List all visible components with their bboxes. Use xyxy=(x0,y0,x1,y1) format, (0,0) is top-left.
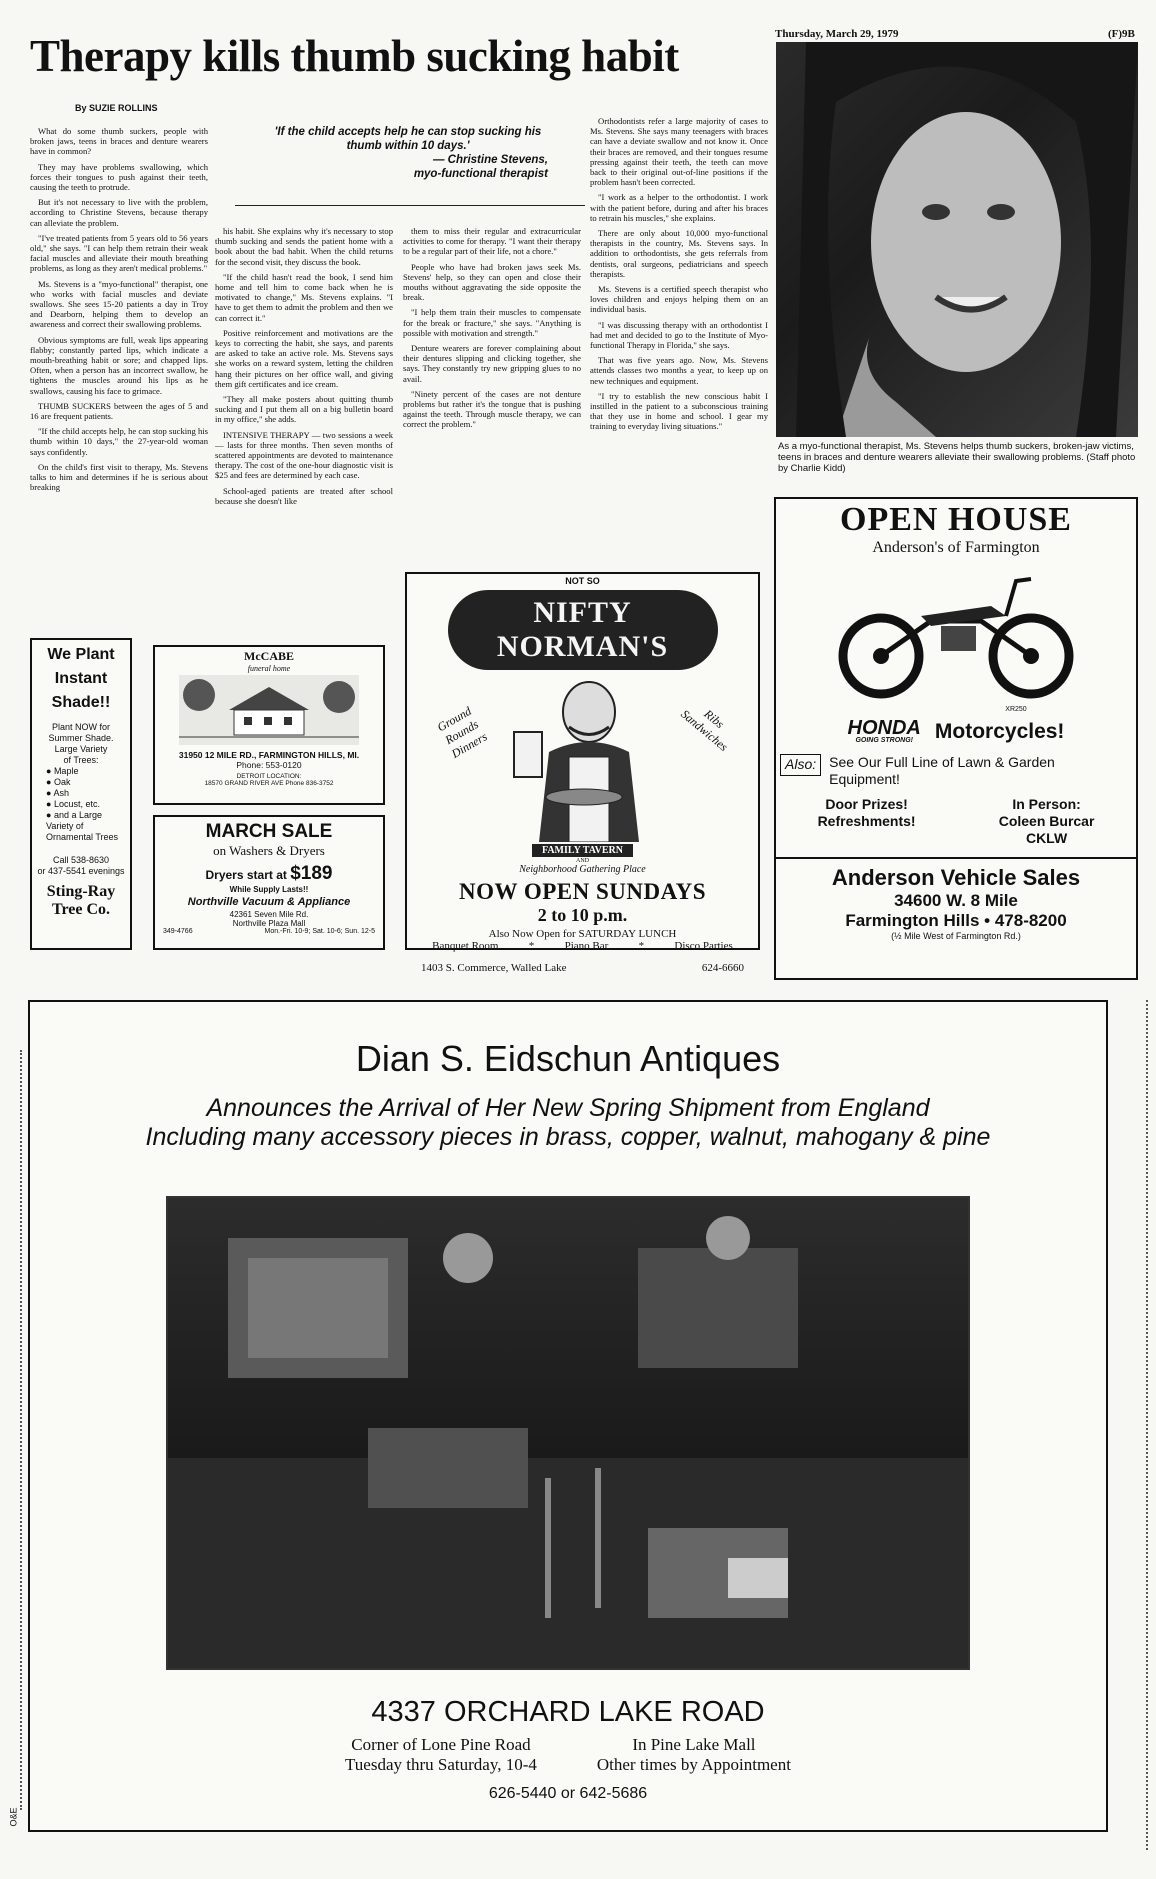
page-section: (F)9B xyxy=(1108,28,1135,40)
antiques-mall: In Pine Lake Mall xyxy=(632,1735,756,1754)
article-paragraph: But it's not necessary to live with the problem, according to Christine Stevens, because therapy can alleviate the problem. xyxy=(30,197,208,228)
pull-quote-rule xyxy=(235,205,585,206)
antiques-address: 4337 ORCHARD LAKE ROAD xyxy=(371,1696,765,1728)
anderson-door-prizes: Door Prizes! xyxy=(825,796,908,812)
nifty-bullet: * xyxy=(528,940,535,952)
article-paragraph: They may have problems swallowing, which forces their tongues to push against their teeth, causing the teeth to protrude. xyxy=(30,161,208,193)
anderson-also-text: See Our Full Line of Lawn & Garden Equipment! xyxy=(829,754,1055,787)
mccabe-ad xyxy=(153,645,385,805)
stingray-tree-item: ● Ash xyxy=(46,788,69,798)
stingray-title-3: Shade!! xyxy=(51,694,111,711)
headline: Therapy kills thumb sucking habit xyxy=(30,31,679,81)
anderson-model: XR250 xyxy=(1005,706,1027,713)
nifty-name: NIFTY NORMAN'S xyxy=(448,590,718,670)
antiques-phones: 626-5440 or 642-5686 xyxy=(488,1785,648,1802)
issue-date: Thursday, March 29, 1979 xyxy=(775,28,899,40)
nifty-left-arc: Ground Rounds Dinners xyxy=(434,703,490,761)
stingray-line-4: of Trees: xyxy=(63,755,99,765)
stingray-tree-item: ● Locust, etc. xyxy=(46,799,100,809)
stingray-name-1: Sting-Ray xyxy=(46,883,116,900)
nifty-right-arc: Ribs Sandwiches xyxy=(678,706,731,754)
stingray-tree-item: ● and a Large Variety of Ornamental Trees xyxy=(46,810,119,842)
left-margin-rule xyxy=(20,1050,22,1810)
therapist-photo xyxy=(776,42,1138,437)
anderson-city: Farmington Hills • 478-8200 xyxy=(845,911,1067,930)
byline: By SUZIE ROLLINS xyxy=(75,103,158,113)
nifty-feature: Disco Parties xyxy=(674,940,733,952)
article-paragraph: INTENSIVE THERAPY — two sessions a week — lasts for three months. Then seven months of scattered appointments are devoted to maintenance therapy. The cost of the one-hour diagnostic visit is $25 and fees are determined by each case. xyxy=(215,429,393,481)
article-paragraph: There are only about 10,000 myo-functional therapists in the country, Ms. Stevens says. In addition to orthodontists, she gets referrals from dentists, oral surgeons, pediatricians and speech therapists. xyxy=(590,228,768,279)
antiques-name: Dian S. Eidschun Antiques xyxy=(355,1038,781,1079)
article-paragraph: "If the child accepts help, he can stop sucking his thumb within 10 days," the 27-year-old woman says confidently. xyxy=(30,426,208,457)
article-paragraph: "I've treated patients from 5 years old to 56 years old," she says. "I can help them retrain their weak facial muscles and alleviate their mouth breathing problems, as long as they aren't medical problems." xyxy=(30,232,208,274)
mccabe-address: 31950 12 MILE RD., FARMINGTON HILLS, MI. xyxy=(178,750,360,760)
anderson-also: Also: xyxy=(780,754,821,776)
article-paragraph: THUMB SUCKERS between the ages of 5 and 16 are frequent patients. xyxy=(30,400,208,422)
anderson-address: 34600 W. 8 Mile xyxy=(894,891,1018,910)
northville-address-1: 42361 Seven Mile Rd. xyxy=(229,910,309,919)
article-paragraph: Ms. Stevens is a certified speech therapist who loves children and enjoys helping them on an individual basis. xyxy=(590,284,768,315)
honda-tagline: GOING STRONG! xyxy=(855,737,913,744)
article-paragraph: them to miss their regular and extracurricular activities to come for therapy. "I want their therapy to be a regular part of their life, not a chore." xyxy=(403,226,581,257)
article-column-4 xyxy=(590,116,768,566)
article-paragraph: Obvious symptoms are full, weak lips appearing flabby; constantly parted lips, which indicate a mouth-breathing habit or sore; and chapped lips. Often, when a person has an incorrect swallow, he tightens the muscles around his lips as he swallows, causing his face to grimace. xyxy=(30,334,208,396)
funeral-home-illustration xyxy=(179,675,359,745)
nifty-bullet: * xyxy=(638,940,645,952)
mccabe-phone: Phone: 553-0120 xyxy=(236,760,302,770)
article-paragraph: "I work as a helper to the orthodontist. I work with the patient before, during and after his braces to retrain his muscles," she explains. xyxy=(590,192,768,223)
stingray-call-evening: or 437-5541 evenings xyxy=(37,866,125,876)
anderson-note: (½ Mile West of Farmington Rd.) xyxy=(891,931,1021,941)
stingray-tree-item: ● Maple xyxy=(46,766,79,776)
antiques-line-1: Announces the Arrival of Her New Spring Shipment from England xyxy=(206,1094,930,1122)
article-paragraph: On the child's first visit to therapy, Ms. Stevens talks to him and determines if he is serious about breaking xyxy=(30,461,208,493)
anderson-person: Coleen Burcar xyxy=(998,813,1095,829)
nifty-and: AND xyxy=(576,858,589,864)
stingray-tree-ad xyxy=(30,638,132,950)
stingray-call: Call 538-8630 xyxy=(52,855,110,865)
honda-logo: HONDA xyxy=(847,717,921,739)
nifty-feature: Piano Bar xyxy=(564,940,609,952)
article-column-1 xyxy=(30,126,208,642)
nifty-normans-ad xyxy=(405,572,760,974)
pull-quote-title: myo-functional therapist xyxy=(413,168,548,180)
antiques-ad xyxy=(28,1000,1108,1832)
mccabe-detroit-label: DETROIT LOCATION: xyxy=(236,773,302,780)
anderson-station: CKLW xyxy=(1025,830,1068,846)
antiques-showroom-photo xyxy=(166,1196,970,1670)
stingray-title-2: Instant xyxy=(54,670,108,687)
article-paragraph: "Ninety percent of the cases are not denture problems but rather it's the tongue that is pushing against the teeth. Through muscle therapy, we can correct the problem." xyxy=(403,388,581,430)
article-paragraph: Denture wearers are forever complaining about their dentures slipping and clicking together, she says. They constantly try new gripping glues to no avail. xyxy=(403,343,581,384)
anderson-refreshments: Refreshments! xyxy=(817,813,916,829)
nifty-address: 1403 S. Commerce, Walled Lake xyxy=(421,962,567,974)
northville-phone: 349-4766 xyxy=(163,928,193,935)
stingray-line-2: Summer Shade. xyxy=(48,733,114,743)
nifty-open: NOW OPEN SUNDAYS xyxy=(459,879,706,904)
northville-name: Northville Vacuum & Appliance xyxy=(187,896,351,908)
article-paragraph: "They all make posters about quitting thumb sucking and I put them all on a big bulletin board in my office," she adds. xyxy=(215,394,393,425)
northville-address-2: Northville Plaza Mall xyxy=(232,919,306,928)
article-paragraph: That was five years ago. Now, Ms. Stevens attends classes two months a year, to keep up on new techniques and equipment. xyxy=(590,355,768,386)
northville-dryers-label: Dryers start at xyxy=(205,868,287,882)
mccabe-detroit: 18570 GRAND RIVER AVE Phone 836-3752 xyxy=(204,780,334,787)
photo-caption: As a myo-functional therapist, Ms. Stevens helps thumb suckers, broken-jaw victims, teens in braces and denture wearers alleviate their swallowing problems. (Staff photo by Charlie Kidd) xyxy=(778,441,1136,474)
right-margin-rule xyxy=(1146,1000,1148,1850)
northville-sub: on Washers & Dryers xyxy=(213,843,325,858)
antiques-corner: Corner of Lone Pine Road xyxy=(351,1735,531,1754)
antiques-line-2: Including many accessory pieces in brass, copper, walnut, mahogany & pine xyxy=(145,1123,991,1151)
anderson-in-person: In Person: xyxy=(1012,796,1081,812)
article-paragraph: Ms. Stevens is a "myo-functional" therapist, one who works with facial muscles and deviate swallows. She sees 15-20 patients a day in Troy and Dearborn, helping them to develop an awareness and correct their swallowing problems. xyxy=(30,278,208,330)
nifty-top: NOT SO xyxy=(565,576,600,586)
article-paragraph: "I was discussing therapy with an orthodontist I had met and decided to go to the Institute of Myo-functional Therapy in Florida," she says. xyxy=(590,319,768,351)
northville-supplies: While Supply Lasts!! xyxy=(229,885,309,894)
anderson-title: OPEN HOUSE xyxy=(840,501,1072,538)
pull-quote-name: — Christine Stevens, xyxy=(432,154,548,166)
nifty-phone: 624-6660 xyxy=(701,962,744,974)
motorcycle-illustration xyxy=(831,561,1081,701)
nifty-feature: Banquet Room xyxy=(432,940,499,952)
anderson-sub: Anderson's of Farmington xyxy=(872,539,1040,556)
nifty-gathering: Neighborhood Gathering Place xyxy=(519,864,646,875)
article-paragraph: "I try to establish the new conscious habit I instilled in the patient to a subconscious training that they use in home and school. I gear my training to everyday living situations." xyxy=(590,390,768,432)
nifty-lunch: Also Now Open for SATURDAY LUNCH xyxy=(488,928,677,940)
pull-quote-text: 'If the child accepts help he can stop sucking his thumb within 10 days.' xyxy=(274,126,542,152)
nifty-tavern: FAMILY TAVERN xyxy=(532,844,633,857)
northville-ad xyxy=(153,815,385,950)
article-paragraph: What do some thumb suckers, people with broken jaws, teens in braces and denture wearers have in common? xyxy=(30,126,208,157)
mccabe-name: McCABE xyxy=(244,649,294,663)
stingray-title-1: We Plant xyxy=(47,646,115,663)
stingray-name-2: Tree Co. xyxy=(51,901,111,918)
article-paragraph: his habit. She explains why it's necessary to stop thumb sucking and sends the patient home with a book about the bad habit. When the child returns for the second visit, they discuss the book. xyxy=(215,226,393,267)
footer-code: O&E xyxy=(8,1807,19,1827)
article-paragraph: "I help them train their muscles to compensate for the break or fracture," she says. "Anything is possible with motivation and strength." xyxy=(403,307,581,338)
article-paragraph: School-aged patients are treated after school because she doesn't like xyxy=(215,485,393,506)
northville-hours: Mon.-Fri. 10-9; Sat. 10-6; Sun. 12-5 xyxy=(264,928,375,935)
mccabe-sub: funeral home xyxy=(247,664,291,673)
chef-illustration xyxy=(509,672,659,842)
antiques-days: Tuesday thru Saturday, 10-4 xyxy=(345,1755,537,1774)
nifty-hours: 2 to 10 p.m. xyxy=(537,905,628,925)
article-paragraph: Orthodontists refer a large majority of cases to Ms. Stevens. She says many teenagers with braces can have a deviate swallow and not know it. Once their braces are removed, and their tongues resume pressing against their teeth, the teeth can move back to their original out-of-line positions if the problem hasn't been corrected. xyxy=(590,116,768,188)
pull-quote xyxy=(258,125,558,181)
northville-price: $189 xyxy=(290,863,333,884)
anderson-dealer: Anderson Vehicle Sales xyxy=(831,865,1081,890)
anderson-divider xyxy=(776,857,1136,859)
article-paragraph: Positive reinforcement and motivations are the keys to correcting the habit, she says, and parents are asked to take an active role. Ms. Stevens says she works on a reward system, letting the children hang their pictures on her office wall, and giving them gift certificates and ice cream. xyxy=(215,327,393,389)
article-paragraph: "If the child hasn't read the book, I send him home and tell him to come back when he is motivated to change," Ms. Stevens explains. "I have to get them to admit the problem and then we can correct it." xyxy=(215,271,393,323)
article-column-3 xyxy=(403,226,581,556)
stingray-line-3: Large Variety xyxy=(54,744,108,754)
article-column-2 xyxy=(215,226,393,636)
article-paragraph: People who have had broken jaws seek Ms. Stevens' help, so they can open and close their mouths without aggravating the side opposite the break. xyxy=(403,261,581,303)
anderson-motorcycles: Motorcycles! xyxy=(934,720,1065,743)
northville-title: MARCH SALE xyxy=(205,821,333,842)
antiques-other: Other times by Appointment xyxy=(596,1755,791,1774)
anderson-ad xyxy=(774,497,1138,980)
stingray-line-1: Plant NOW for xyxy=(51,722,110,732)
stingray-tree-item: ● Oak xyxy=(46,777,71,787)
